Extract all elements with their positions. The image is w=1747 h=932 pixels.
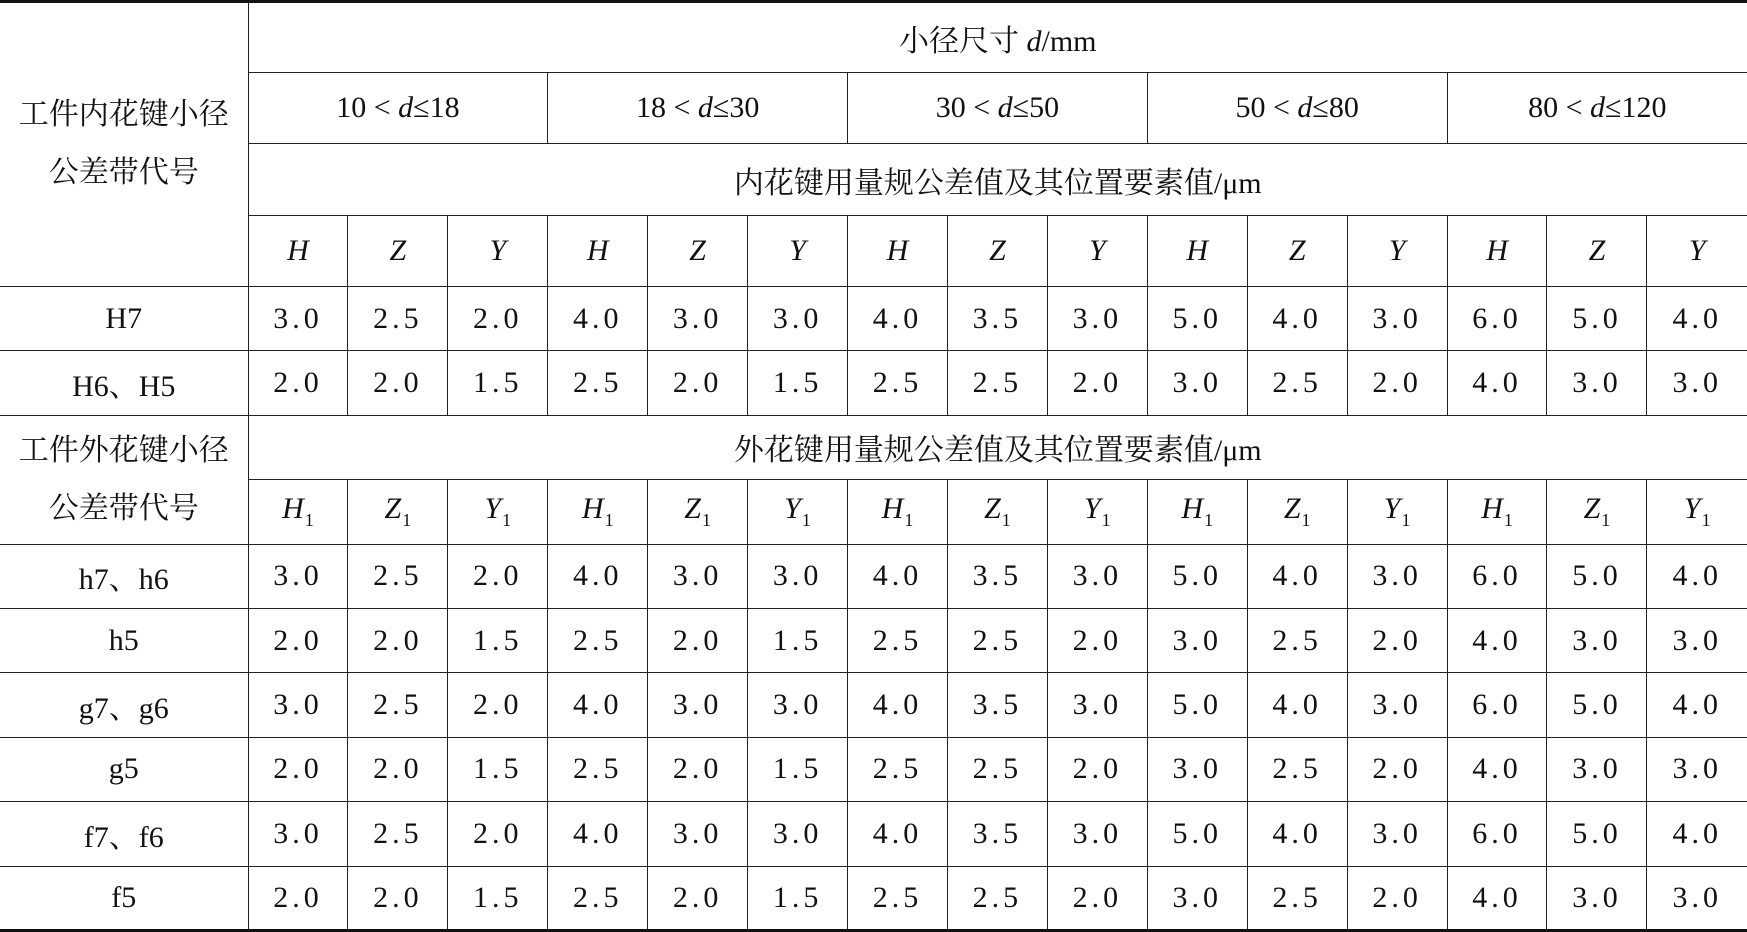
- value-cell: 4.0: [1247, 544, 1347, 608]
- range-header: [1147, 73, 1447, 144]
- value-cell: 4.0: [848, 802, 948, 866]
- value-cell: 3.0: [1047, 802, 1147, 866]
- value-cell: 3.0: [1147, 866, 1247, 930]
- symbol-subscript: 1: [1401, 510, 1411, 531]
- symbol-header: [1047, 480, 1147, 544]
- value-cell: 2.0: [648, 351, 748, 415]
- value-cell: 6.0: [1447, 802, 1547, 866]
- symbol-base: H: [1181, 492, 1204, 526]
- value-cell: 1.5: [748, 866, 848, 930]
- symbol-subscript: 1: [1001, 510, 1011, 531]
- symbol-header: Z: [947, 215, 1047, 286]
- symbol-subscript: 1: [502, 510, 512, 531]
- value-cell: 2.5: [947, 866, 1047, 930]
- value-cell: 2.0: [448, 673, 548, 737]
- symbol-subscript: 1: [402, 510, 412, 531]
- value-cell: 4.0: [1647, 802, 1747, 866]
- value-cell: 3.0: [248, 673, 348, 737]
- value-cell: 3.0: [648, 544, 748, 608]
- value-cell: 3.0: [1047, 673, 1147, 737]
- value-cell: 2.5: [348, 673, 448, 737]
- value-cell: 5.0: [1147, 544, 1247, 608]
- value-cell: 2.5: [348, 286, 448, 350]
- value-cell: 3.0: [1547, 737, 1647, 801]
- value-cell: 2.0: [448, 286, 548, 350]
- symbol-subscript: 1: [1601, 510, 1611, 531]
- range-upper: ≤30: [712, 91, 760, 125]
- value-cell: 2.0: [1347, 351, 1447, 415]
- value-cell: 1.5: [748, 351, 848, 415]
- symbol-header: Z: [1547, 215, 1647, 286]
- symbol-header: Z: [1247, 215, 1347, 286]
- value-cell: 1.5: [448, 608, 548, 672]
- value-cell: 4.0: [1647, 673, 1747, 737]
- value-cell: 1.5: [448, 737, 548, 801]
- outer-caption-row: [0, 415, 1747, 479]
- value-cell: 3.0: [1547, 866, 1647, 930]
- value-cell: 3.0: [648, 673, 748, 737]
- value-cell: 3.0: [1347, 802, 1447, 866]
- value-cell: 2.5: [548, 866, 648, 930]
- value-cell: 4.0: [1447, 608, 1547, 672]
- value-cell: 3.5: [947, 802, 1047, 866]
- value-cell: 3.5: [947, 286, 1047, 350]
- value-cell: 4.0: [848, 286, 948, 350]
- range-lower: 10 <: [336, 91, 399, 125]
- symbol-base: H: [282, 492, 304, 526]
- table-row: [0, 802, 1747, 866]
- range-lower: 18 <: [635, 91, 698, 125]
- value-cell: 4.0: [1247, 673, 1347, 737]
- value-cell: 3.0: [248, 544, 348, 608]
- value-cell: 2.0: [248, 737, 348, 801]
- symbol-base: Y: [484, 492, 502, 526]
- value-cell: 5.0: [1147, 286, 1247, 350]
- value-cell: 2.5: [1247, 351, 1347, 415]
- symbol-subscript: 1: [1701, 510, 1711, 531]
- symbol-header: [548, 480, 648, 544]
- value-cell: 3.0: [1547, 608, 1647, 672]
- tolerance-code: h7、h6: [0, 544, 248, 608]
- value-cell: 3.0: [1647, 866, 1747, 930]
- range-symbol: d: [1297, 91, 1313, 125]
- range-symbol: d: [398, 91, 414, 125]
- symbol-header: Z: [348, 215, 448, 286]
- table-row: [0, 351, 1747, 415]
- range-upper: ≤80: [1312, 91, 1359, 125]
- symbol-header: H: [248, 215, 348, 286]
- symbol-subscript: 1: [701, 510, 711, 531]
- value-cell: 2.0: [1347, 737, 1447, 801]
- value-cell: 4.0: [848, 544, 948, 608]
- range-symbol: d: [997, 91, 1013, 125]
- value-cell: 5.0: [1547, 286, 1647, 350]
- value-cell: 3.0: [1147, 737, 1247, 801]
- value-cell: 4.0: [1647, 286, 1747, 350]
- value-cell: 6.0: [1447, 544, 1547, 608]
- value-cell: 2.0: [1047, 608, 1147, 672]
- value-cell: 3.0: [1347, 544, 1447, 608]
- outer-code-header: [0, 415, 248, 544]
- value-cell: 2.5: [947, 351, 1047, 415]
- tolerance-code: g5: [0, 737, 248, 801]
- value-cell: 2.0: [348, 608, 448, 672]
- outer-code-label: 工件外花键小径公差带代号: [18, 433, 229, 525]
- symbol-header: [1247, 480, 1347, 544]
- symbol-base: Z: [1583, 492, 1601, 526]
- table-row: [0, 608, 1747, 672]
- value-cell: 4.0: [1447, 866, 1547, 930]
- tolerance-code: H7: [0, 286, 248, 350]
- value-cell: 3.0: [1547, 351, 1647, 415]
- symbol-header: Y: [1047, 215, 1147, 286]
- value-cell: 1.5: [748, 608, 848, 672]
- symbol-base: Y: [1683, 492, 1701, 526]
- symbol-header: [1347, 480, 1447, 544]
- value-cell: 6.0: [1447, 286, 1547, 350]
- value-cell: 5.0: [1147, 673, 1247, 737]
- table-row: [0, 866, 1747, 930]
- value-cell: 1.5: [748, 737, 848, 801]
- value-cell: 2.0: [1347, 608, 1447, 672]
- symbol-header: [348, 480, 448, 544]
- value-cell: 2.0: [648, 608, 748, 672]
- value-cell: 2.5: [1247, 737, 1347, 801]
- tolerance-code: f5: [0, 866, 248, 930]
- symbol-base: H: [881, 492, 904, 526]
- symbol-base: H: [581, 492, 604, 526]
- value-cell: 4.0: [548, 673, 648, 737]
- size-title-symbol: d: [1026, 24, 1042, 58]
- symbol-header: Y: [448, 215, 548, 286]
- symbol-header: [1147, 480, 1247, 544]
- value-cell: 2.0: [1047, 737, 1147, 801]
- value-cell: 2.5: [1247, 866, 1347, 930]
- range-symbol: d: [1590, 91, 1606, 125]
- value-cell: 3.0: [1647, 608, 1747, 672]
- symbol-base: Z: [984, 492, 1001, 526]
- symbol-header: Y: [1347, 215, 1447, 286]
- value-cell: 4.0: [1447, 737, 1547, 801]
- value-cell: 2.0: [348, 866, 448, 930]
- value-cell: 3.0: [748, 286, 848, 350]
- value-cell: 2.5: [947, 608, 1047, 672]
- value-cell: 3.0: [1147, 351, 1247, 415]
- value-cell: 4.0: [1447, 351, 1547, 415]
- value-cell: 4.0: [548, 544, 648, 608]
- symbol-base: Y: [784, 492, 801, 526]
- value-cell: 3.0: [748, 802, 848, 866]
- table-row: [0, 544, 1747, 608]
- value-cell: 3.0: [248, 286, 348, 350]
- value-cell: 3.0: [1047, 544, 1147, 608]
- range-header: [1447, 73, 1747, 144]
- value-cell: 2.0: [348, 737, 448, 801]
- tolerance-code: H6、H5: [0, 351, 248, 415]
- value-cell: 2.5: [848, 866, 948, 930]
- tolerance-code: f7、f6: [0, 802, 248, 866]
- symbol-subscript: 1: [1503, 510, 1513, 531]
- symbol-subscript: 1: [1301, 510, 1311, 531]
- symbol-header: H: [1447, 215, 1547, 286]
- value-cell: 2.5: [548, 351, 648, 415]
- value-cell: 2.5: [548, 608, 648, 672]
- range-upper: ≤18: [413, 91, 460, 125]
- size-title-unit: /mm: [1041, 24, 1097, 58]
- size-title-text: 小径尺寸: [899, 24, 1027, 58]
- value-cell: 2.0: [448, 802, 548, 866]
- value-cell: 3.5: [947, 673, 1047, 737]
- value-cell: 3.0: [648, 802, 748, 866]
- value-cell: 2.5: [848, 737, 948, 801]
- outer-caption: 外花键用量规公差值及其位置要素值/μm: [248, 415, 1747, 479]
- range-header: [248, 73, 548, 144]
- symbol-header: Y: [1647, 215, 1747, 286]
- symbol-header: [947, 480, 1047, 544]
- value-cell: 2.5: [1247, 608, 1347, 672]
- symbol-base: Y: [1083, 492, 1101, 526]
- value-cell: 3.0: [1047, 286, 1147, 350]
- range-symbol: d: [697, 91, 713, 125]
- tolerance-code: g7、g6: [0, 673, 248, 737]
- symbol-base: H: [1481, 492, 1503, 526]
- value-cell: 3.0: [1647, 351, 1747, 415]
- value-cell: 2.0: [1047, 351, 1147, 415]
- symbol-header: [648, 480, 748, 544]
- value-cell: 4.0: [548, 802, 648, 866]
- value-cell: 2.0: [1347, 866, 1447, 930]
- range-header: [548, 73, 848, 144]
- value-cell: 3.0: [248, 802, 348, 866]
- size-title: [248, 2, 1747, 73]
- table-row: [0, 673, 1747, 737]
- value-cell: 3.0: [1647, 737, 1747, 801]
- value-cell: 3.0: [1147, 608, 1247, 672]
- value-cell: 3.5: [947, 544, 1047, 608]
- value-cell: 2.5: [548, 737, 648, 801]
- range-header: [848, 73, 1148, 144]
- symbol-subscript: 1: [801, 510, 811, 531]
- value-cell: 2.0: [348, 351, 448, 415]
- value-cell: 2.0: [648, 866, 748, 930]
- value-cell: 5.0: [1547, 544, 1647, 608]
- table-row: [0, 286, 1747, 350]
- value-cell: 3.0: [748, 673, 848, 737]
- inner-caption: 内花键用量规公差值及其位置要素值/μm: [248, 144, 1747, 215]
- value-cell: 3.0: [748, 544, 848, 608]
- value-cell: 2.0: [248, 866, 348, 930]
- value-cell: 3.0: [1347, 286, 1447, 350]
- symbol-header: [848, 480, 948, 544]
- value-cell: 2.0: [648, 737, 748, 801]
- value-cell: 2.0: [248, 608, 348, 672]
- value-cell: 5.0: [1547, 802, 1647, 866]
- symbol-subscript: 1: [1204, 510, 1214, 531]
- value-cell: 2.5: [947, 737, 1047, 801]
- value-cell: 2.5: [848, 351, 948, 415]
- value-cell: 6.0: [1447, 673, 1547, 737]
- value-cell: 2.0: [448, 544, 548, 608]
- symbol-header: H: [848, 215, 948, 286]
- value-cell: 5.0: [1147, 802, 1247, 866]
- range-lower: 80 <: [1528, 91, 1591, 125]
- symbol-header: [1447, 480, 1547, 544]
- symbol-header: Y: [748, 215, 848, 286]
- symbol-subscript: 1: [904, 510, 914, 531]
- symbol-subscript: 1: [304, 510, 314, 531]
- symbol-base: Z: [384, 492, 402, 526]
- value-cell: 2.5: [348, 802, 448, 866]
- symbol-header: H: [548, 215, 648, 286]
- value-cell: 2.5: [348, 544, 448, 608]
- value-cell: 1.5: [448, 866, 548, 930]
- symbol-header: H: [1147, 215, 1247, 286]
- symbol-header: [448, 480, 548, 544]
- symbol-base: Z: [1283, 492, 1301, 526]
- value-cell: 1.5: [448, 351, 548, 415]
- symbol-header: [248, 480, 348, 544]
- value-cell: 2.5: [848, 608, 948, 672]
- symbol-header: [1647, 480, 1747, 544]
- value-cell: 5.0: [1547, 673, 1647, 737]
- range-upper: ≤120: [1605, 91, 1667, 125]
- value-cell: 4.0: [1647, 544, 1747, 608]
- symbol-subscript: 1: [604, 510, 614, 531]
- value-cell: 3.0: [648, 286, 748, 350]
- value-cell: 3.0: [1347, 673, 1447, 737]
- symbol-header: [748, 480, 848, 544]
- symbol-header: Z: [648, 215, 748, 286]
- value-cell: 4.0: [1247, 286, 1347, 350]
- inner-code-header: [0, 2, 248, 287]
- inner-code-label: 工件内花键小径公差带代号: [18, 98, 229, 190]
- value-cell: 4.0: [848, 673, 948, 737]
- range-lower: 50 <: [1235, 91, 1298, 125]
- outer-symbol-row: [0, 480, 1747, 544]
- value-cell: 2.0: [1047, 866, 1147, 930]
- value-cell: 4.0: [1247, 802, 1347, 866]
- range-lower: 30 <: [935, 91, 998, 125]
- symbol-base: Y: [1383, 492, 1401, 526]
- symbol-subscript: 1: [1101, 510, 1111, 531]
- symbol-header: [1547, 480, 1647, 544]
- symbol-base: Z: [684, 492, 701, 526]
- value-cell: 4.0: [548, 286, 648, 350]
- tolerance-code: h5: [0, 608, 248, 672]
- range-upper: ≤50: [1012, 91, 1060, 125]
- value-cell: 2.0: [248, 351, 348, 415]
- table-row: [0, 737, 1747, 801]
